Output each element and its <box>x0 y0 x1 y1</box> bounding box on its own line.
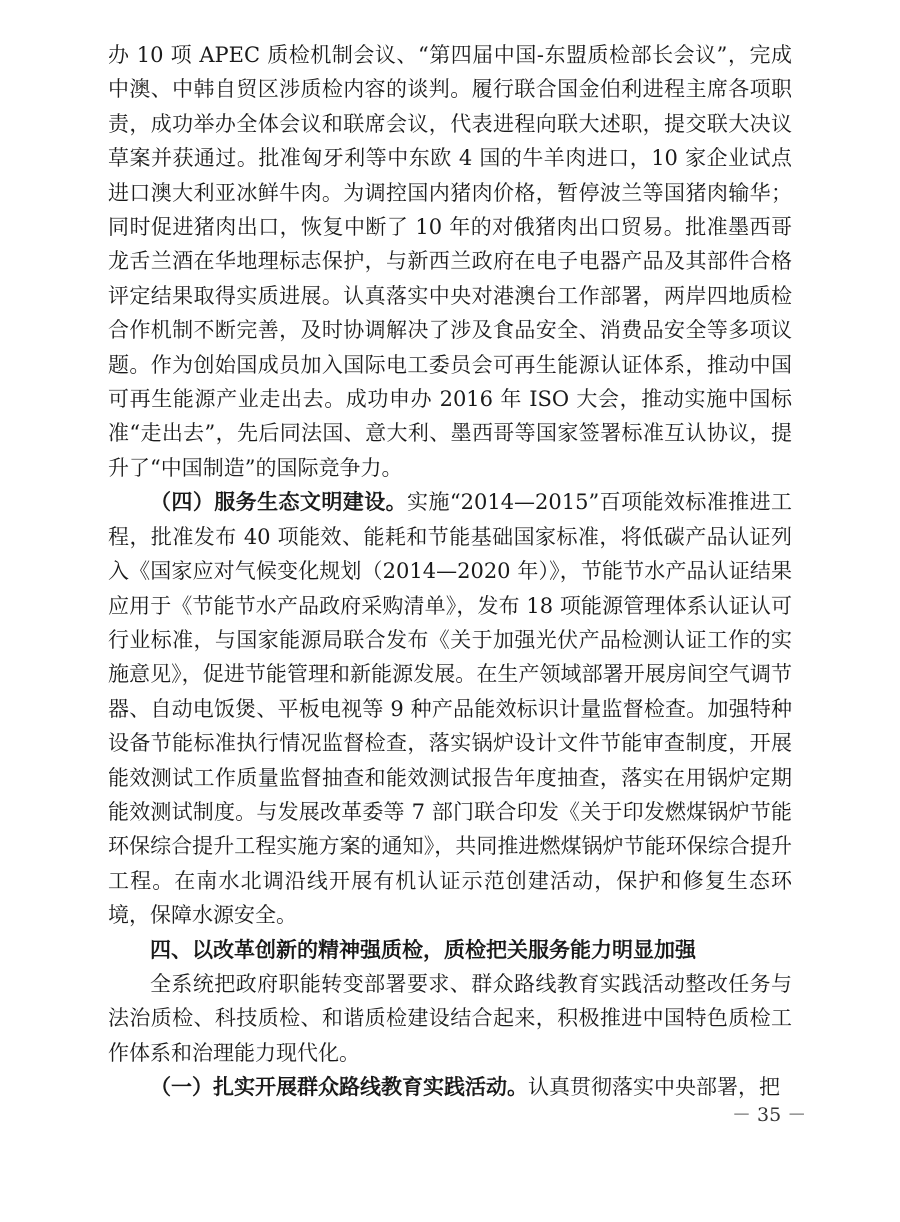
subsection-title-mass-line: （一）扎实开展群众路线教育实践活动。 <box>150 1074 528 1100</box>
paragraph-reform-overview: 全系统把政府职能转变部署要求、群众路线教育实践活动整改任务与法治质检、科技质检、和谐质检建设结合起来，积极推进中国特色质检工作体系和治理能力现代化。 <box>108 971 792 1065</box>
paragraph-body-mass-line: 认真贯彻落实中央部署，把 <box>528 1075 780 1100</box>
paragraph-ecological-civilization <box>108 485 792 932</box>
section-heading-reform: 四、以改革创新的精神强质检，质检把关服务能力明显加强 <box>150 937 696 962</box>
paragraph-mass-line <box>108 1070 792 1104</box>
document-body <box>108 38 792 1105</box>
subsection-title-ecological: （四）服务生态文明建设。 <box>150 489 408 515</box>
paragraph-body-ecological: 实施“2014—2015”百项能效标准推进工程，批准发布 40 项能效、能耗和节能基础国家标准，将低碳产品认证列入《国家应对气候变化规划（2014—2020 年）》，节能节水产品认证结果应用于《节能节水产品政府采购清单》，发布 18 项能源管理体系认证认可行业标准，与国家能源局联合发布《关于加强光伏产品检测认证工作的实施意见》，促进节能管理和新能源发展。在生产领域部署开展房间空气调节器、自动电饭煲、平板电视等 9 种产品能效标识计量监督检查。加强特种设备节能标准执行情况监督检查，落实锅炉设计文件节能审查制度，开展能效测试工作质量监督抽查和能效测试报告年度抽查，落实在用锅炉定期能效测试制度。与发展改革委等 7 部门联合印发《关于印发燃煤锅炉节能环保综合提升工程实施方案的通知》，共同推进燃煤锅炉节能环保综合提升工程。在南水北调沿线开展有机认证示范创建活动，保护和修复生态环境，保障水源安全。 <box>108 490 792 928</box>
paragraph-apec-cooperation: 办 10 项 APEC 质检机制会议、“第四届中国-东盟质检部长会议”，完成中澳、中韩自贸区涉质检内容的谈判。履行联合国金伯利进程主席各项职责，成功举办全体会议和联席会议，代表进程向联大述职，提交联大决议草案并获通过。批准匈牙利等中东欧 4 国的牛羊肉进口，10 家企业试点进口澳大利亚冰鲜牛肉。为调控国内猪肉价格，暂停波兰等国猪肉输华；同时促进猪肉出口，恢复中断了 10 年的对俄猪肉出口贸易。批准墨西哥龙舌兰酒在华地理标志保护，与新西兰政府在电子电器产品及其部件合格评定结果取得实质进展。认真落实中央对港澳台工作部署，两岸四地质检合作机制不断完善，及时协调解决了涉及食品安全、消费品安全等多项议题。作为创始国成员加入国际电工委员会可再生能源认证体系，推动中国可再生能源产业走出去。成功申办 2016 年 ISO 大会，推动实施中国标准“走出去”，先后同法国、意大利、墨西哥等国家签署标准互认协议，提升了“中国制造”的国际竞争力。 <box>108 43 792 480</box>
page-number: － 35 － <box>732 1104 807 1126</box>
